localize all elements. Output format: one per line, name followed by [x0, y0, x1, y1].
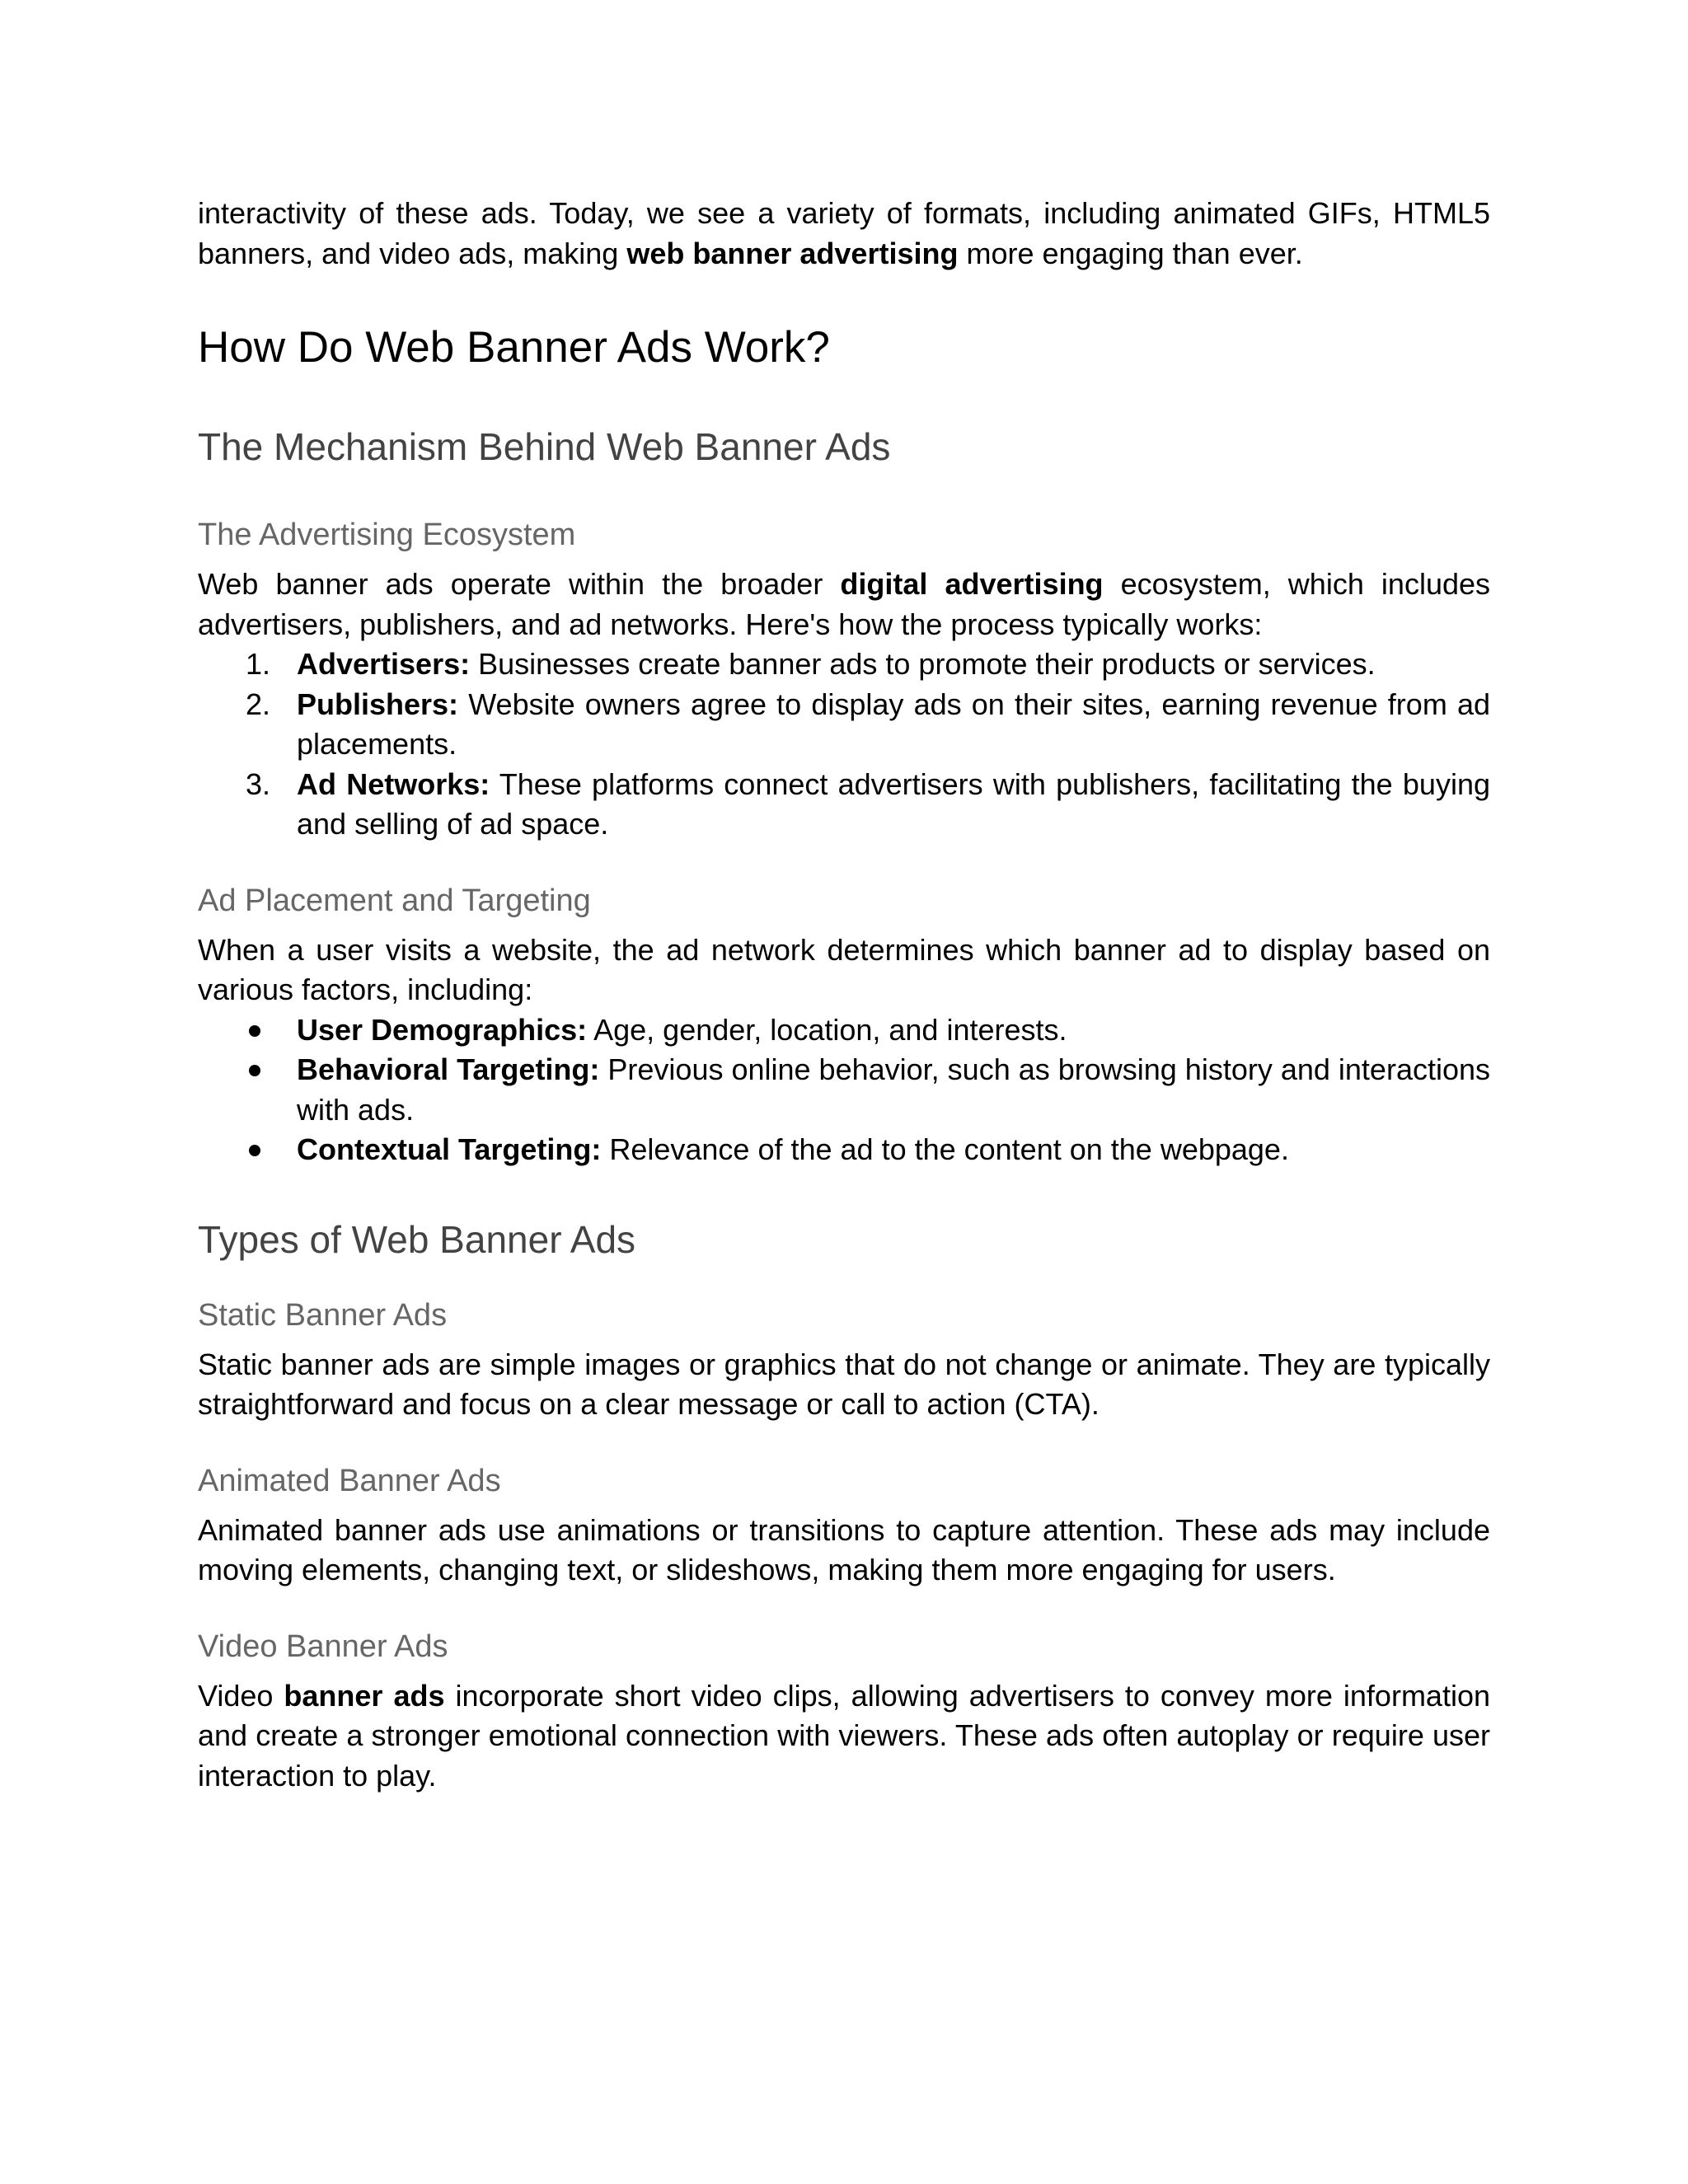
list-item: [198, 1050, 1490, 1130]
list-item-label: User Demographics:: [297, 1012, 588, 1047]
bold-phrase: banner ads: [284, 1678, 445, 1713]
list-item-text: Website owners agree to display ads on their sites, earning revenue from ad placements.: [297, 687, 1490, 761]
heading-ad-placement-targeting: Ad Placement and Targeting: [198, 883, 591, 918]
animated-paragraph: Animated banner ads use animations or transitions to capture attention. These ads may include moving elements, changing text, or slideshows, making them more engaging for users.: [198, 1512, 1490, 1586]
heading-animated-banner-ads: Animated Banner Ads: [198, 1463, 501, 1498]
list-item-text: Businesses create banner ads to promote their products or services.: [470, 647, 1376, 681]
heading-how-banner-ads-work: How Do Web Banner Ads Work?: [198, 323, 830, 372]
bullet-icon: [249, 1065, 260, 1076]
placement-paragraph: When a user visits a website, the ad network determines which banner ad to display based on various factors, including:: [198, 932, 1490, 1006]
list-item: [198, 1010, 1490, 1051]
ecosystem-numbered-list: [198, 644, 1490, 845]
list-item-label: Contextual Targeting:: [297, 1132, 602, 1166]
list-item-text: Age, gender, location, and interests.: [587, 1012, 1067, 1047]
ecosystem-paragraph: Web banner ads operate within the broader digital advertising ecosystem, which includes advertisers, publishers, and ad networks. Here's how the process typically works:: [198, 567, 1491, 641]
list-item-text: Previous online behavior, such as browsing history and interactions with ads.: [297, 1052, 1491, 1127]
bullet-icon: [249, 1145, 260, 1156]
list-item: [198, 765, 1490, 845]
targeting-bullet-list: [198, 1010, 1490, 1170]
list-item-label: Ad Networks:: [297, 766, 490, 801]
list-item-text: These platforms connect advertisers with publishers, facilitating the buying and selling of ad space.: [297, 766, 1490, 841]
list-item-label: Advertisers:: [297, 647, 471, 681]
intro-paragraph: interactivity of these ads. Today, we see a variety of formats, including animated GIFs, HTML5 banners, and video ads, making web banner advertising more engaging than ever.: [198, 196, 1490, 270]
static-paragraph: Static banner ads are simple images or graphics that do not change or animate. They are typically straightforward and focus on a clear message or call to action (CTA).: [198, 1347, 1490, 1421]
list-item-label: Publishers:: [297, 687, 459, 721]
heading-video-banner-ads: Video Banner Ads: [198, 1629, 448, 1664]
list-item: [198, 644, 1490, 685]
video-paragraph: Video banner ads incorporate short video clips, allowing advertisers to convey more information and create a stronger emotional connection with viewers. These ads often autoplay or require user interaction to play.: [198, 1678, 1490, 1793]
heading-types-of-banner-ads: Types of Web Banner Ads: [198, 1217, 636, 1261]
heading-static-banner-ads: Static Banner Ads: [198, 1297, 448, 1333]
list-item: [198, 685, 1490, 765]
list-item-label: Behavioral Targeting:: [297, 1052, 600, 1086]
list-number: 2.: [246, 687, 271, 721]
bold-phrase: web banner advertising: [626, 236, 959, 270]
heading-advertising-ecosystem: The Advertising Ecosystem: [198, 518, 576, 552]
bold-phrase: digital advertising: [840, 567, 1104, 601]
list-item-text: Relevance of the ad to the content on the webpage.: [601, 1132, 1289, 1166]
list-item: [198, 1130, 1490, 1170]
list-number: 3.: [246, 766, 271, 801]
heading-mechanism: The Mechanism Behind Web Banner Ads: [198, 425, 891, 468]
bullet-icon: [249, 1025, 260, 1037]
list-number: 1.: [246, 647, 271, 681]
